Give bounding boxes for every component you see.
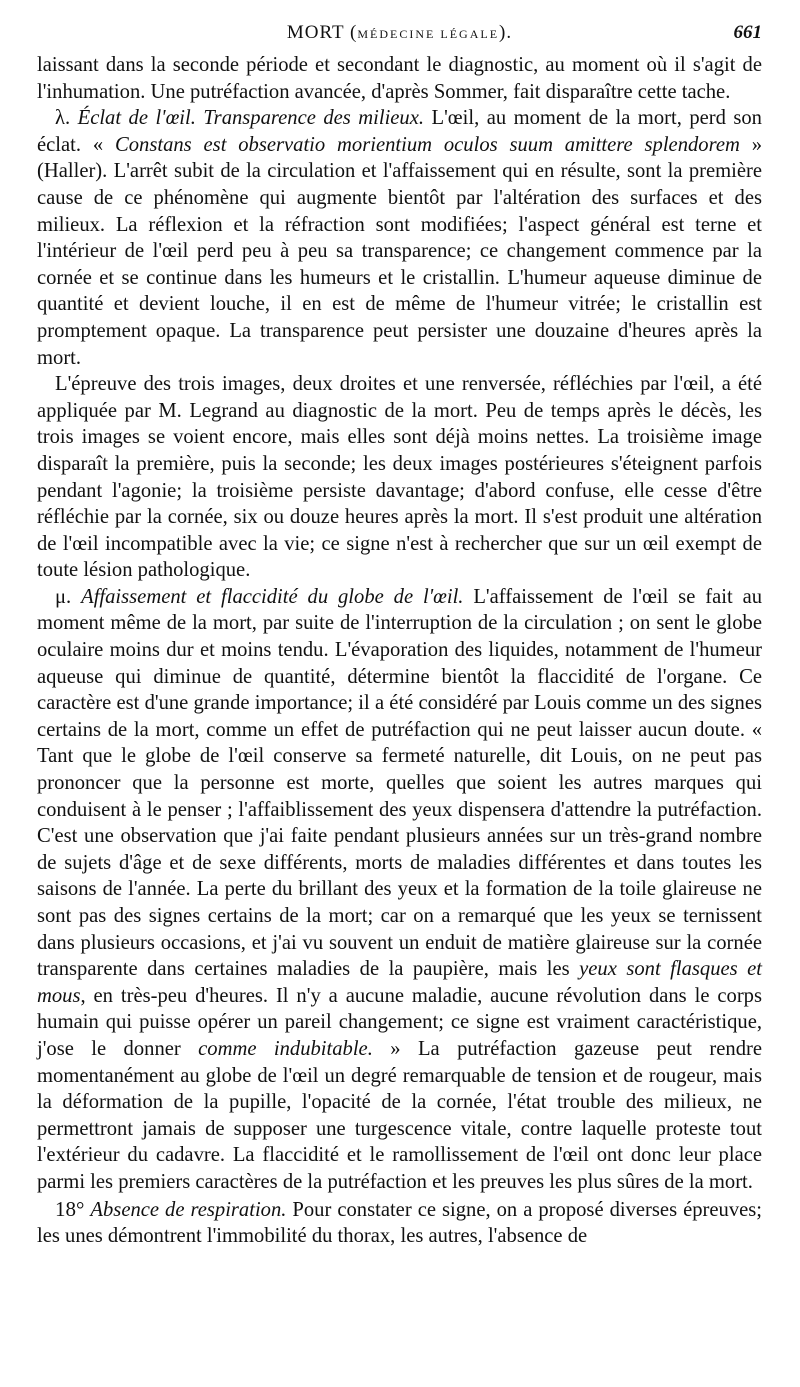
page-number: 661 xyxy=(733,22,762,43)
paragraph-absence-respiration xyxy=(37,1196,762,1250)
emphasis-text: comme indubitable. xyxy=(198,1037,373,1060)
paragraph-text: » (Haller). L'arrêt subit de la circulation et l'affaissement qui en résulte, sont la première cause de ce phénomène qui augmente bientôt par l'altération des surfaces et des milieux. La réflexion et la réfraction sont modifiées; l'aspect général est terne et l'intérieur de l'œil perd peu à peu sa transparence; ce changement commence par la cornée et se continue dans les humeurs et le cristallin. L'humeur aqueuse diminue de quantité et devient louche, il en est de même de l'humeur vitrée; le cristallin est promptement opaque. La transparence peut persister une douzaine d'heures après la mort. xyxy=(37,133,763,369)
paragraph-affaissement xyxy=(37,584,762,1196)
paragraph-text: L'affaissement de l'œil se fait au moment même de la mort, par suite de l'interruption de la circulation ; on sent le globe oculaire moins dur et moins tendu. L'évaporation des liquides, notamment de l'humeur aqueuse qui diminue de quantité, détermine bientôt la flaccidité de l'organe. Ce caractère est d'une grande importance; il a été considéré par Louis comme un des signes certains de la mort, comme un effet de putréfaction qui ne peut laisser aucun doute. « Tant que le globe de l'œil conserve sa fermeté naturelle, dit Louis, on ne peut pas prononcer que la personne est morte, quelles que soient les autres marques qui conduisent à le penser ; l'affaiblissement des yeux dispensera d'attendre la putréfaction. C'est une observation que j'ai faite pendant plusieurs années sur un très-grand nombre de sujets d'âge et de sexe différents, morts de maladies différentes et dans toutes les saisons de l'année. La perte du brillant des yeux et la formation de la toile glaireuse ne sont pas des signes certains de la mort; car on a remarqué que les yeux se ternissent dans plusieurs occasions, et j'ai vu souvent un enduit de matière glaireuse sur la cornée transparente dans certaines maladies de la paupière, mais les xyxy=(37,585,763,981)
running-title-small-caps: MÉDECINE LÉGALE xyxy=(357,27,500,41)
paragraph-text: Pour constater ce signe, on a proposé diverses épreuves; les unes démontrent l'immobilité du thorax, les autres, l'absence de xyxy=(37,1198,762,1248)
running-header xyxy=(37,22,762,52)
paragraph-trois-images xyxy=(37,371,762,584)
section-heading: Affaissement et flaccidité du globe de l'œil. xyxy=(81,585,464,608)
running-title-main: MORT ( xyxy=(286,22,358,43)
section-marker: 18° xyxy=(55,1196,85,1221)
section-marker: μ. xyxy=(55,585,72,608)
paragraph-text: laissant dans la seconde période et secondant le diagnostic, au moment où il s'agit de l'inhumation. Une putréfaction avancée, d'après Sommer, fait disparaître cette tache. xyxy=(37,54,762,103)
paragraph-text: L'œil, au moment de la mort, perd son éclat. « xyxy=(37,107,762,156)
running-title-end: ). xyxy=(499,22,513,43)
latin-quote: Constans est observatio morientium oculos suum amittere splendorem xyxy=(115,133,740,156)
section-heading: Absence de respiration. xyxy=(90,1198,287,1221)
body-text xyxy=(37,52,762,1250)
paragraph-eclat-oeil xyxy=(37,105,762,371)
running-title xyxy=(37,22,762,44)
section-heading: Éclat de l'œil. Transparence des milieux. xyxy=(77,107,425,130)
paragraph-text: » La putréfaction gazeuse peut rendre momentanément au globe de l'œil un degré remarquable de tension et de rougeur, mais la déformation de la pupille, l'opacité de la cornée, l'état trouble des milieux, ne permettront jamais de supposer une turgescence vitale, contre laquelle proteste tout l'extérieur du cadavre. La flaccidité et le ramollissement de l'œil ont donc leur place parmi les premiers caractères de la putréfaction et les preuves les plus sûres de la mort. xyxy=(37,1037,762,1193)
paragraph-text: , en très-peu d'heures. Il n'y a aucune maladie, aucune révolution dans le corps humain qui puisse opérer un pareil changement; ce signe est vraiment caractéristique, j'ose le donner xyxy=(37,984,762,1060)
paragraph-text: L'épreuve des trois images, deux droites et une renversée, réfléchies par l'œil, a été appliquée par M. Legrand au diagnostic de la mort. Peu de temps après le décès, les trois images se voient encore, mais elles sont déjà moins nettes. La troisième image disparaît la première, puis la seconde; les deux images postérieures s'éteignent parfois pendant l'agonie; la troisième persiste davantage; d'abord confuse, elle cesse d'être réfléchie par la cornée, six ou douze heures après la mort. Il s'est produit une altération de l'œil incompatible avec la vie; ce signe n'est à rechercher que sur un œil exempt de toute lésion pathologique. xyxy=(37,373,762,582)
section-marker: λ. xyxy=(55,107,71,130)
paragraph-continuation xyxy=(37,52,762,105)
emphasis-text: yeux sont flasques et mous xyxy=(37,958,762,1007)
